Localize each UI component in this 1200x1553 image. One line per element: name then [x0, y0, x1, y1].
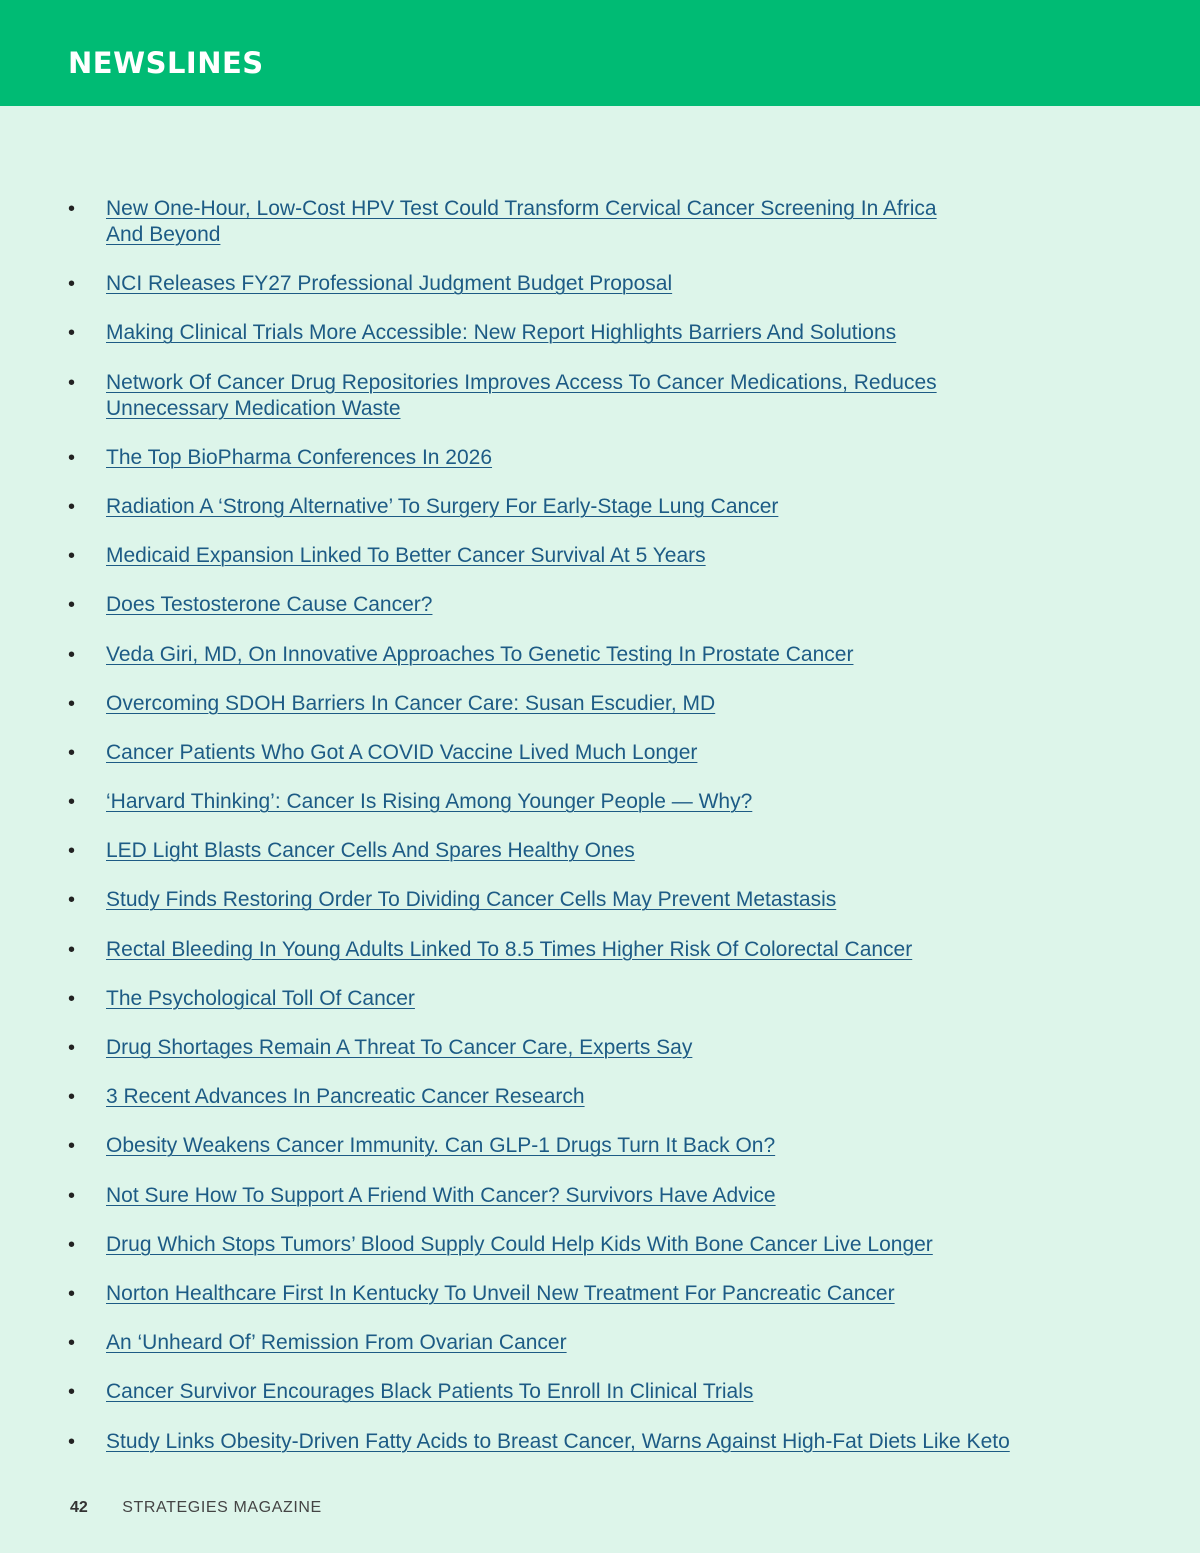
list-item	[0, 789, 1200, 815]
list-item	[0, 1133, 1200, 1159]
article-link[interactable]: Rectal Bleeding In Young Adults Linked To 8.5 Times Higher Risk Of Colorectal Cancer	[106, 937, 913, 961]
article-link[interactable]: New One-Hour, Low-Cost HPV Test Could Transform Cervical Cancer Screening In Africa And Beyond	[106, 197, 937, 246]
list-item	[0, 937, 1200, 963]
list-item	[0, 740, 1200, 766]
bullet-icon: •	[68, 1282, 76, 1305]
bullet-icon: •	[68, 1037, 76, 1059]
page-title: NEWSLINES	[68, 46, 264, 80]
article-link[interactable]: Study Finds Restoring Order To Dividing Cancer Cells May Prevent Metastasis	[106, 888, 837, 912]
bullet-icon: •	[68, 840, 76, 863]
bullet-icon: •	[68, 1381, 76, 1404]
bullet-icon: •	[68, 643, 76, 666]
article-link[interactable]: Medicaid Expansion Linked To Better Cancer Survival At 5 Years	[106, 544, 706, 568]
article-link[interactable]: Does Testosterone Cause Cancer?	[106, 593, 433, 617]
list-item	[0, 370, 1200, 422]
article-link[interactable]: NCI Releases FY27 Professional Judgment Budget Proposal	[106, 272, 673, 296]
article-link[interactable]: Drug Which Stops Tumors’ Blood Supply Could Help Kids With Bone Cancer Live Longer	[106, 1232, 933, 1256]
article-link[interactable]: Cancer Survivor Encourages Black Patients To Enroll In Clinical Trials	[106, 1380, 754, 1404]
list-item	[0, 887, 1200, 913]
list-item	[0, 986, 1200, 1012]
list-item	[0, 1183, 1200, 1209]
bullet-icon: •	[68, 1135, 76, 1158]
list-item	[0, 1429, 1200, 1455]
article-link[interactable]: Not Sure How To Support A Friend With Cancer? Survivors Have Advice	[106, 1183, 776, 1207]
article-link[interactable]: Network Of Cancer Drug Repositories Improves Access To Cancer Medications, Reduces Unnecessary Medication Waste	[106, 370, 937, 420]
bullet-icon: •	[68, 741, 76, 764]
list-item	[0, 196, 1200, 248]
list-item	[0, 320, 1200, 346]
article-link[interactable]: Radiation A ‘Strong Alternative’ To Surgery For Early-Stage Lung Cancer	[106, 494, 779, 518]
bullet-icon: •	[68, 692, 76, 715]
article-link[interactable]: Veda Giri, MD, On Innovative Approaches To Genetic Testing In Prostate Cancer	[106, 642, 854, 666]
bullet-icon: •	[68, 1430, 76, 1453]
article-link[interactable]: Norton Healthcare First In Kentucky To Unveil New Treatment For Pancreatic Cancer	[106, 1281, 895, 1305]
article-link[interactable]: ‘Harvard Thinking’: Cancer Is Rising Among Younger People — Why?	[106, 790, 753, 814]
bullet-icon: •	[68, 198, 76, 220]
list-item	[0, 1330, 1200, 1356]
article-link[interactable]: The Psychological Toll Of Cancer	[106, 986, 415, 1010]
bullet-icon: •	[68, 322, 76, 345]
bullet-icon: •	[68, 495, 76, 518]
list-item	[0, 543, 1200, 569]
list-item	[0, 445, 1200, 471]
list-item	[0, 271, 1200, 297]
bullet-icon: •	[68, 938, 76, 961]
list-item	[0, 1281, 1200, 1307]
bullet-icon: •	[68, 1332, 76, 1355]
list-item	[0, 494, 1200, 520]
article-link[interactable]: Obesity Weakens Cancer Immunity. Can GLP-1 Drugs Turn It Back On?	[106, 1134, 776, 1158]
article-link[interactable]: Cancer Patients Who Got A COVID Vaccine Lived Much Longer	[106, 740, 698, 764]
bullet-icon: •	[68, 1233, 76, 1256]
list-item	[0, 691, 1200, 717]
list-item	[0, 592, 1200, 618]
list-item	[0, 1232, 1200, 1258]
bullet-icon: •	[68, 371, 76, 394]
article-list	[0, 196, 1200, 1478]
article-link[interactable]: Making Clinical Trials More Accessible: New Report Highlights Barriers And Solutions	[106, 321, 897, 345]
bullet-icon: •	[68, 889, 76, 912]
article-link[interactable]: The Top BioPharma Conferences In 2026	[106, 445, 493, 469]
bullet-icon: •	[68, 446, 76, 469]
list-item	[0, 1379, 1200, 1405]
bullet-icon: •	[68, 545, 76, 568]
magazine-name: STRATEGIES MAGAZINE	[122, 1499, 322, 1516]
list-item	[0, 642, 1200, 668]
header-banner	[0, 0, 1200, 106]
article-link[interactable]: 3 Recent Advances In Pancreatic Cancer Research	[106, 1085, 585, 1109]
list-item	[0, 838, 1200, 864]
page-footer	[70, 1498, 322, 1518]
article-link[interactable]: Overcoming SDOH Barriers In Cancer Care: Susan Escudier, MD	[106, 691, 716, 715]
article-link[interactable]: Drug Shortages Remain A Threat To Cancer Care, Experts Say	[106, 1036, 693, 1059]
bullet-icon: •	[68, 987, 76, 1010]
article-link[interactable]: LED Light Blasts Cancer Cells And Spares Healthy Ones	[106, 839, 635, 863]
bullet-icon: •	[68, 1184, 76, 1207]
bullet-icon: •	[68, 594, 76, 617]
page-number: 42	[70, 1499, 88, 1516]
bullet-icon: •	[68, 791, 76, 814]
list-item	[0, 1084, 1200, 1110]
bullet-icon: •	[68, 273, 76, 296]
list-item	[0, 1035, 1200, 1061]
article-link[interactable]: Study Links Obesity-Driven Fatty Acids to Breast Cancer, Warns Against High-Fat Diets Like Keto	[106, 1429, 1010, 1453]
article-link[interactable]: An ‘Unheard Of’ Remission From Ovarian Cancer	[106, 1331, 567, 1355]
bullet-icon: •	[68, 1086, 76, 1109]
